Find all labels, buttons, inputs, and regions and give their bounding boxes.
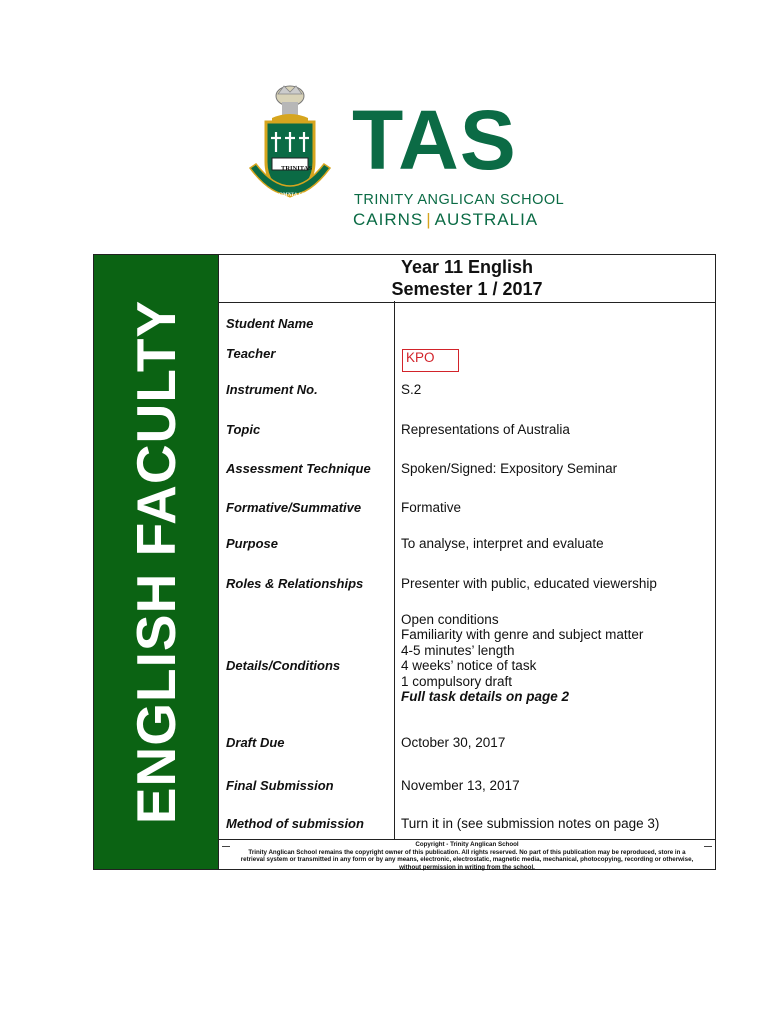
logo-city: CAIRNS	[353, 210, 424, 229]
teacher-value: KPO	[402, 349, 459, 372]
crest-motto-text: DOCENTES OMNIA SERVATE	[248, 192, 323, 198]
details-label: Details/Conditions	[226, 658, 341, 673]
formative-summative-value: Formative	[401, 500, 462, 515]
logo-separator: |	[426, 210, 432, 229]
form-title-line2: Semester 1 / 2017	[391, 279, 543, 299]
crest-banner-text: TRINITAS	[281, 165, 312, 172]
faculty-sidebar	[93, 254, 219, 870]
form-title	[219, 255, 715, 303]
draft-due-value: October 30, 2017	[401, 735, 506, 750]
roles-label: Roles & Relationships	[226, 576, 364, 591]
details-line: 1 compulsory draft	[401, 673, 513, 689]
details-line: Familiarity with genre and subject matter	[401, 627, 644, 643]
instrument-value: S.2	[401, 382, 422, 397]
logo-country: AUSTRALIA	[434, 210, 539, 229]
student-name-label: Student Name	[226, 316, 314, 331]
form-title-line1: Year 11 English	[400, 257, 534, 277]
school-logo	[232, 80, 572, 240]
details-line: Open conditions	[401, 612, 499, 627]
final-submission-label: Final Submission	[226, 778, 334, 793]
footer-line: Copyright - Trinity Anglican School	[415, 841, 519, 848]
formative-summative-label: Formative/Summative	[226, 500, 362, 515]
instrument-label: Instrument No.	[226, 382, 318, 397]
purpose-value: To analyse, interpret and evaluate	[401, 536, 604, 551]
details-value	[401, 612, 643, 704]
method-value: Turn it in (see submission notes on page 3)	[401, 816, 660, 831]
logo-wordmark: TAS	[352, 93, 517, 187]
topic-label: Topic	[226, 422, 261, 437]
draft-due-label: Draft Due	[226, 735, 285, 750]
final-submission-value: November 13, 2017	[401, 778, 520, 793]
details-emphasis: Full task details on page 2	[401, 689, 570, 705]
method-label: Method of submission	[226, 816, 364, 831]
roles-value: Presenter with public, educated viewership	[401, 576, 657, 591]
footer-line: Trinity Anglican School remains the copyright owner of this publication. All rights reserved. No part of this publication may be reproduced, store in a	[248, 848, 686, 856]
copyright-footer	[219, 839, 715, 871]
column-divider	[394, 301, 395, 839]
logo-school-name: TRINITY ANGLICAN SCHOOL	[354, 192, 565, 208]
footer-line: retrieval system or transmitted in any form or by any means, electronic, electrostatic, magnetic media, mechanical, photocopying, recording or otherwise,	[240, 856, 694, 864]
purpose-label: Purpose	[226, 536, 279, 551]
footer-line: without permission in writing from the school.	[399, 863, 535, 871]
details-line: 4 weeks’ notice of task	[401, 658, 537, 674]
topic-value: Representations of Australia	[401, 422, 570, 437]
faculty-label: ENGLISH FACULTY	[125, 299, 187, 825]
details-line: 4-5 minutes’ length	[401, 642, 515, 658]
logo-location	[353, 210, 538, 230]
teacher-label: Teacher	[226, 346, 276, 361]
technique-value: Spoken/Signed: Expository Seminar	[401, 461, 618, 476]
assessment-cover-form	[219, 254, 716, 870]
technique-label: Assessment Technique	[226, 461, 371, 476]
